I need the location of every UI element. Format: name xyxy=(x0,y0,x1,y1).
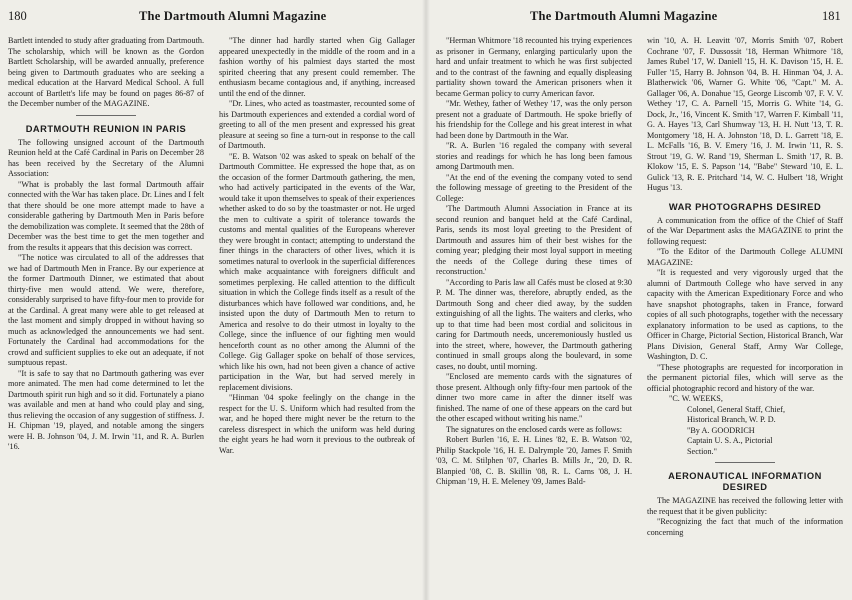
paragraph: "R. A. Burlen '16 regaled the company with several stories and readings for which he has long been famous among Dartmouth men. xyxy=(436,141,632,171)
section-divider xyxy=(76,115,136,116)
paragraph: "Dr. Lines, who acted as toastmaster, recounted some of his Dartmouth experiences and extended a cordial word of greeting to all of the men present and expressed his great pleasure at seeing so fine a turn-out in response to the call of Dartmouth. xyxy=(219,99,415,150)
text-column xyxy=(436,36,632,598)
paragraph: "Herman Whitmore '18 recounted his trying experiences as prisoner in Germany, enlarging particularly upon the hard and unfair treatment to which he was first subjected and to the contrast of the fawning and equally displeasing partiality shown toward the American prisoners when it became German policy to curry American favor. xyxy=(436,36,632,98)
paragraph: The MAGAZINE has received the following letter with the request that it be given publicity: xyxy=(647,496,843,516)
paragraph: "It is requested and very vigorously urged that the alumni of Dartmouth College who have served in any capacity with the American Expeditionary Force and who have snapshot photographs, taken in France, forward copies of all such photographs, together with the necessary explanatory information to be used as captions, to the Officer in Charge, Pictorial Section, Historical Branch, War Plans Division, General Staff, Army War College, Washington, D. C. xyxy=(647,268,843,361)
paragraph: "Enclosed are memento cards with the signatures of those present. Although only fifty-four men partook of the dinner two more came in after the dinner itself was finished. The name of one of these appears on the card but the other escaped without writing his name." xyxy=(436,372,632,423)
text-column xyxy=(8,36,204,598)
paragraph: "The notice was circulated to all of the addresses that we had of Dartmouth Men in France. By our experience at the former Dartmouth Dinner, we estimated that about thirty-five men would attend. We were, therefore, considerably surprised to have fifty-four men to provide for at the Cardinal. A great many were able to get released at the last moment and simply dropped in without having so much as acknowledged the announcements we had sent. Fortunately the Cardinal had accommodations for the crowd and sufficient supplies to eke out an adequate, if not sumptuous repast. xyxy=(8,253,204,367)
paragraph: A communication from the office of the Chief of Staff of the War Department asks the MAGAZINE to print the following request: xyxy=(647,215,843,246)
section-heading: DARTMOUTH REUNION IN PARIS xyxy=(25,123,187,134)
signature-line: Colonel, General Staff, Chief, xyxy=(687,404,786,414)
running-head: The Dartmouth Alumni Magazine xyxy=(139,9,327,23)
paragraph: "According to Paris law all Cafés must be closed at 9:30 P. M. The dinner was, therefore, abruptly ended, as the Dartmouth Song and cheer died away, by the sudden extinguishing of all the lights. The waiters and clerks, who up to that time had been most cordial and solicitous in caring for Dartmouth needs, unceremoniously hustled us into the street, where, however, the Dartmouth gathering continued in small groups along the boulevard, in some cases, no doubt, until morning. xyxy=(436,277,632,371)
running-head: The Dartmouth Alumni Magazine xyxy=(530,9,718,23)
signature-line: "By A. GOODRICH xyxy=(687,425,755,435)
paragraph: Robert Burlen '16, E. H. Lines '82, E. B. Watson '02, Philip Stackpole '16, H. E. Dalrymple '20, James F. Smith '03, C. M. Stilphen '07, Charles B. Mills Jr., '20, D. R. Blanpied '08, C. B. Skillin '08, R. L. Carns '08, J. H. Chipman '19, H. E. Meleney '09, James Bald- xyxy=(436,435,632,486)
section-heading: WAR PHOTOGRAPHS DESIRED xyxy=(668,201,822,212)
paragraph: "Hinman '04 spoke feelingly on the change in the respect for the U. S. Uniform which had resulted from the war, and he hoped there might never be the return to the careless disrespect in which the uniform was held during the eight years he had worn it previous to the outbreak of War. xyxy=(219,393,415,455)
paragraph: "It is safe to say that no Dartmouth gathering was ever more animated. The men had come determined to let the Dartmouth spirit run high and so it did. Fortunately a piano was available and men at hand who could play and sing, thus relieving the occasion of any suggestion of stiffness. J. H. Chipman '19, played, and notable among the singers were H. B. Johnson '04, J. M. Irwin '11, and R. A. Burlen '16. xyxy=(8,368,204,451)
paragraph: "The dinner had hardly started when Gig Gallager appeared unexpectedly in the middle of the room and in a fashion worthy of his palmiest days started the most spirited cheering that any present could remember. The enthusiasm became contagious and, if anything, increased until the end of the dinner. xyxy=(219,36,415,98)
text-column xyxy=(647,36,843,598)
page-number: 181 xyxy=(822,9,841,23)
signature-line: Historical Branch, W. P. D. xyxy=(687,415,776,424)
paragraph: "Mr. Wethey, father of Wethey '17, was the only person present not a graduate of Dartmouth. He spoke briefly of his friendship for the College and his great interest in what had been done by Dartmouth in the War. xyxy=(436,99,632,140)
text-column xyxy=(219,36,415,598)
section-divider xyxy=(715,462,775,463)
paragraph: "Recognizing the fact that much of the information concerning xyxy=(647,517,843,537)
signature-line: Captain U. S. A., Pictorial xyxy=(687,436,773,445)
paragraph: Bartlett intended to study after graduating from Dartmouth. The scholarship, which will be known as the Gordon Bartlett Scholarship, will be awarded annually, preference being given to Dartmouth graduates who are seeking a medical education at the Harvard Medical School. A full account of Bartlett's life may be found on pages 86-87 of the December number of the MAGAZINE. xyxy=(8,36,204,108)
section-heading: AERONAUTICAL INFORMATION DESIRED xyxy=(668,471,822,492)
paragraph: 'The Dartmouth Alumni Association in France at its second reunion and banquet held at the Café Cardinal, Paris, sends its most loyal greeting to the President of Dartmouth and assures him of their best wishes for the coming year; pledging their most loyal support in meeting the needs of the College during these times of reconstruction.' xyxy=(436,204,632,276)
signature-line: "C. W. WEEKS, xyxy=(669,394,723,403)
paragraph: "At the end of the evening the company voted to send the following message of greeting to the President of the College: xyxy=(436,172,632,203)
paragraph: "To the Editor of the Dartmouth College ALUMNI MAGAZINE: xyxy=(647,247,843,267)
paragraph: "What is probably the last formal Dartmouth affair connected with the War has taken place. Dr. Lines and I felt that there should be one more attempt made to have a considerable gathering by Dartmouth Men in Paris before the demobilization was complete. It seemed that the 28th of December was the best time to get the men together and from the results it appears that this decision was correct. xyxy=(8,179,204,252)
signature-line: Section." xyxy=(687,446,717,456)
paragraph: The following unsigned account of the Dartmouth Reunion held at the Café Cardinal in Paris on December 28 has been received by the Secretary of the Alumni Association: xyxy=(8,137,204,178)
right-page xyxy=(426,0,852,600)
page-number: 180 xyxy=(8,9,27,23)
paragraph: win '10, A. H. Leavitt '07, Morris Smith '07, Robert Cochrane '07, F. Dussossit '18, Herman Whitmore '18, James Rubel '17, W. Daniell '15, H. K. Davison '15, H. E. Fuller '15, Harry B. Johnson '04, B. H. Hinman '04, J. A. Blatherwick '06, Warner G. White '06, "Capt." M. A. Gallager '06, A. Donahue '15, George Liscomb '07, F. V. V. Wethey '17, C. A. Parnell '15, Morris G. White '14, G. Dock, Jr., '16, Vincent K. Smith '17, Warren F. Kimball '11, G. A. Hayes '13, Carl Shumway '13, H. H. Nutt '13, T. R. Montgomery '18, H. A. Johnston '18, D. L. Garrett '18, E. L. McFalls '16, B. V. Emery '16, J. M. Irwin '11, R. S. Strout '19, G. W. Rand '19, Sherman L. Smith '17, R. B. Klokow '15, E. S. Papson '14, "Babe" Steward '10, E. L. Gulick '13, R. E. Pritchard '14, W. C. Hulbert '18, Wright Hugus '13. xyxy=(647,36,843,192)
paragraph: "These photographs are requested for incorporation in the permanent pictorial files, which will serve as the official photographic record and history of the war. xyxy=(647,362,843,393)
paragraph: "E. B. Watson '02 was asked to speak on behalf of the Dartmouth Committee. He expressed the hope that, as on the occasion of the former Dartmouth gathering, the men, who had actively participated in the events of the War, would take it upon themselves to speak of their experiences whether asked to do so by the toastmaster or not. He urged the men to cultivate a spirit of tolerance towards the customs and mental qualities of the Europeans wherever they were brought in contact; attempting to understand the finer things in the characters of other lives, which it is sometimes natural to overlook in the superficial differences which make acquaintance with foreigners difficult and sometimes perplexing. He called attention to the difficult situation in which the College finds itself as a result of the disturbances which have followed war conditions, and, he insisted upon the duty of Dartmouth Men to return to America and resolve to do their utmost in loyalty to the College, since the influence of our fighting men would henceforth count as no other among the Alumni of the College. Gig Gallager spoke on behalf of those services, which like his own, had not been given a chance of active participation in the War, but had served merely in replacement divisions. xyxy=(219,151,415,392)
paragraph: The signatures on the enclosed cards were as follows: xyxy=(446,424,622,434)
